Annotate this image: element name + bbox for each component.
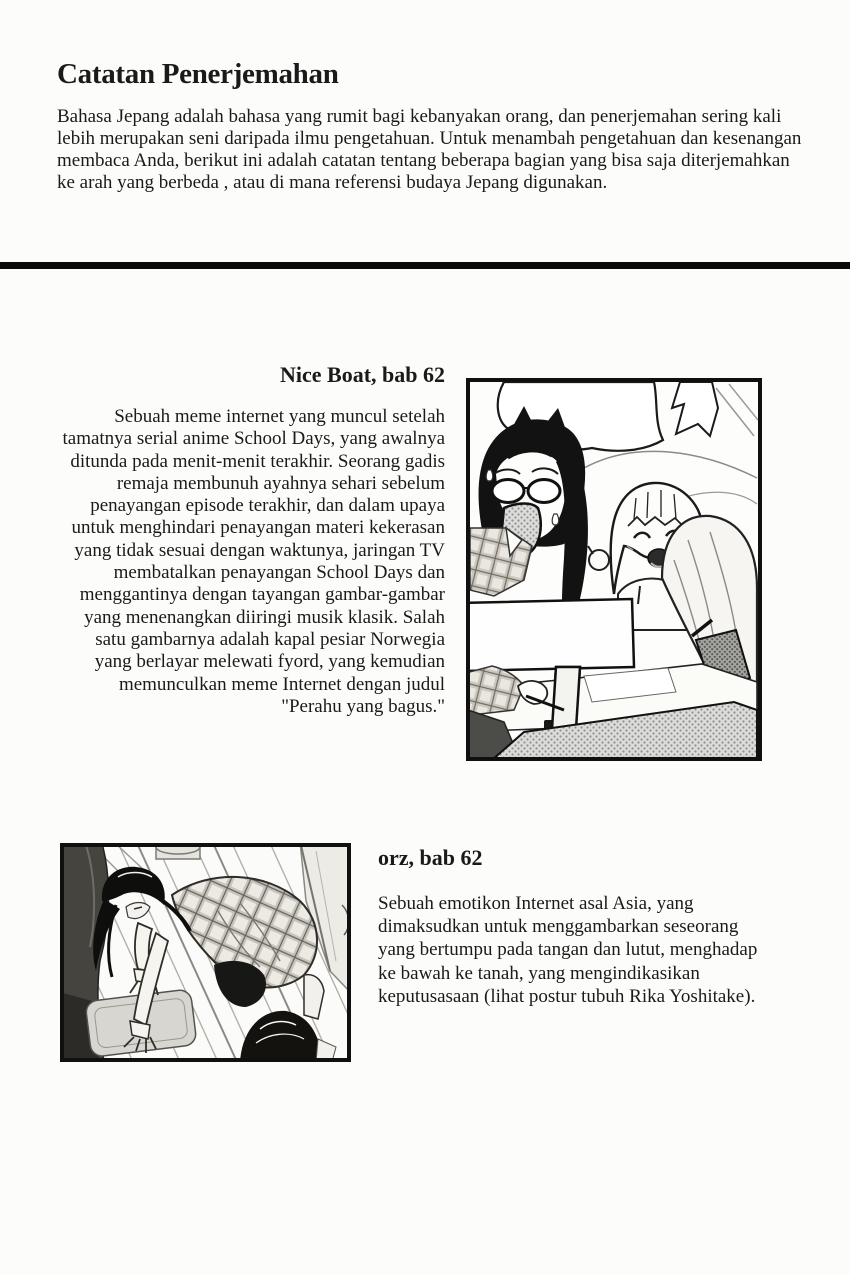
section-divider xyxy=(0,262,850,269)
manga-panel-orz-image xyxy=(60,843,351,1062)
manga-panel-orz xyxy=(60,843,351,1062)
page-title: Catatan Penerjemahan xyxy=(57,58,339,90)
desk-foreground xyxy=(466,664,757,760)
manga-panel-nice-boat-image xyxy=(466,378,762,761)
note-orz-text: Sebuah emotikon Internet asal Asia, yang dimaksudkan untuk menggambarkan seseorang yang bertumpu pada tangan dan lutut, menghadap ke bawah ke tanah, yang mengindikasikan keputusasaan (lihat postur tubuh Rika Yoshitake). xyxy=(378,893,758,1007)
intro-paragraph: Bahasa Jepang adalah bahasa yang rumit bagi kebanyakan orang, dan penerjemahan sering kali lebih merupakan seni daripada ilmu pengetahuan. Untuk menambah pengetahuan dan kesenangan membaca Anda, berikut ini adalah catatan tentang beberapa bagian yang bisa saja diterjemahkan ke arah yang berbeda , atau di mana referensi budaya Jepang digunakan. xyxy=(57,106,802,193)
heading-nice-boat: Nice Boat, bab 62 xyxy=(280,362,445,387)
note-nice-boat-text: Sebuah meme internet yang muncul setelah tamatnya serial anime School Days, yang awalnya ditunda pada menit-menit terakhir. Seorang gadis remaja membunuh ayahnya sehari sebelum penayangan episode terakhir, dan dalam upaya untuk menghindari penayangan materi kekerasan yang tidak sesuai dengan waktunya, jaringan TV membatalkan penayangan School Days dan menggantinya dengan tayangan gambar-gambar yang menenangkan diiringi musik klasik. Salah satu gambarnya adalah kapal pesiar Norwegia yang berlayar melewati fyord, yang kemudian memunculkan meme Internet dengan judul "Perahu yang bagus." xyxy=(62,406,445,717)
glasses-right-lens xyxy=(528,480,560,503)
manga-panel-nice-boat xyxy=(466,378,762,761)
heading-orz: orz, bab 62 xyxy=(378,845,483,870)
glasses-left-lens xyxy=(492,480,524,503)
